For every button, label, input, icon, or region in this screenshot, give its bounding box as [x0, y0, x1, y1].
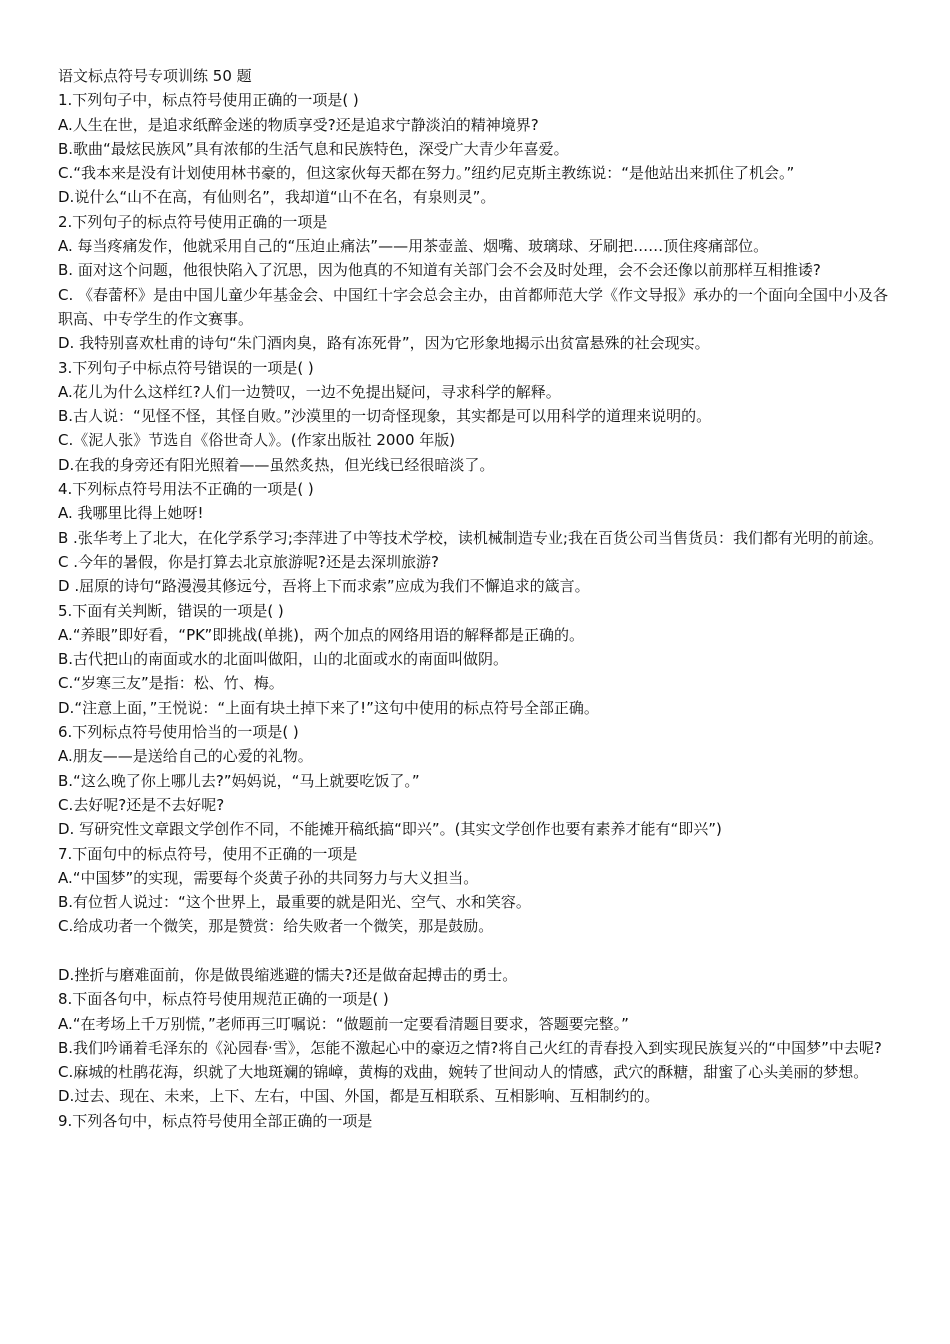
answer-option: A.花儿为什么这样红?人们一边赞叹，一边不免提出疑问，寻求科学的解释。: [58, 382, 561, 401]
answer-option: A.“在考场上千万别慌，”老师再三叮嘱说：“做题前一定要看清题目要求，答题要完整。”: [58, 1014, 629, 1033]
answer-option: A. 每当疼痛发作，他就采用自己的“压迫止痛法”——用茶壶盖、烟嘴、玻璃球、牙刷把……顶住疼痛部位。: [58, 237, 769, 256]
question-stem: 6.下列标点符号使用恰当的一项是( ): [58, 723, 299, 742]
answer-option: C .今年的暑假，你是打算去北京旅游呢?还是去深圳旅游?: [58, 552, 439, 571]
question-stem: 7.下面句中的标点符号，使用不正确的一项是: [58, 844, 358, 863]
document-page: [58, 64, 894, 1133]
question-stem: 4.下列标点符号用法不正确的一项是( ): [58, 480, 314, 499]
answer-option: B.歌曲“最炫民族风”具有浓郁的生活气息和民族特色，深受广大青少年喜爱。: [58, 139, 569, 158]
question-stem: 5.下面有关判断，错误的一项是( ): [58, 601, 284, 620]
question-stem: 8.下面各句中，标点符号使用规范正确的一项是( ): [58, 990, 389, 1009]
answer-option: A.人生在世，是追求纸醉金迷的物质享受?还是追求宁静淡泊的精神境界?: [58, 115, 539, 134]
answer-option: B.“这么晚了你上哪儿去?”妈妈说，“马上就要吃饭了。”: [58, 771, 420, 790]
answer-option: B.我们吟诵着毛泽东的《沁园春·雪》，怎能不激起心中的豪迈之情?将自己火红的青春投入到实现民族复兴的“中国梦”中去呢?: [58, 1038, 882, 1057]
answer-option: D. 写研究性文章跟文学创作不同，不能摊开稿纸搞“即兴”。(其实文学创作也要有素养才能有“即兴”): [58, 820, 722, 839]
question-block: [58, 477, 894, 598]
question-block: [58, 356, 894, 477]
answer-option: C.《泥人张》节选自《俗世奇人》。(作家出版社 2000 年版): [58, 431, 456, 450]
question-block: [58, 842, 894, 988]
answer-option: D.“注意上面，”王悦说：“上面有块土掉下来了!”这句中使用的标点符号全部正确。: [58, 698, 599, 717]
answer-option: D.在我的身旁还有阳光照着——虽然炙热，但光线已经很暗淡了。: [58, 455, 495, 474]
answer-option: D.挫折与磨难面前，你是做畏缩逃避的懦夫?还是做奋起搏击的勇士。: [58, 965, 518, 984]
answer-option: B .张华考上了北大，在化学系学习;李萍进了中等技术学校，读机械制造专业;我在百货公司当售货员：我们都有光明的前途。: [58, 528, 883, 547]
answer-option: C. 《春蕾杯》是由中国儿童少年基金会、中国红十字会总会主办，由首都师范大学《作文导报》承办的一个面向全国中小及各职高、中专学生的作文赛事。: [58, 285, 889, 328]
answer-option: A.“中国梦”的实现，需要每个炎黄子孙的共同努力与大义担当。: [58, 868, 479, 887]
question-block: [58, 599, 894, 720]
answer-option: C.给成功者一个微笑，那是赞赏：给失败者一个微笑，那是鼓励。: [58, 917, 494, 936]
answer-option: C.去好呢?还是不去好呢?: [58, 795, 225, 814]
answer-option: B. 面对这个问题，他很快陷入了沉思，因为他真的不知道有关部门会不会及时处理，会不会还像以前那样互相推诿?: [58, 261, 821, 280]
answer-option: A. 我哪里比得上她呀!: [58, 504, 204, 523]
question-block: [58, 210, 894, 356]
answer-option: A.朋友——是送给自己的心爱的礼物。: [58, 747, 313, 766]
question-block: [58, 88, 894, 209]
question-block: [58, 987, 894, 1108]
question-block: [58, 720, 894, 841]
answer-option: B.古人说：“见怪不怪，其怪自败。”沙漠里的一切奇怪现象，其实都是可以用科学的道理来说明的。: [58, 407, 712, 426]
question-stem: 9.下列各句中，标点符号使用全部正确的一项是: [58, 1111, 373, 1130]
answer-option: D.过去、现在、未来，上下、左右，中国、外国，都是互相联系、互相影响、互相制约的。: [58, 1087, 660, 1106]
question-stem: 3.下列句子中标点符号错误的一项是( ): [58, 358, 314, 377]
answer-option: B.古代把山的南面或水的北面叫做阳，山的北面或水的南面叫做阴。: [58, 650, 509, 669]
answer-option: C.麻城的杜鹃花海，织就了大地斑斓的锦嶂，黄梅的戏曲，婉转了世间动人的情感，武穴的酥糖，甜蜜了心头美丽的梦想。: [58, 1063, 869, 1082]
answer-option: C.“我本来是没有计划使用林书豪的，但这家伙每天都在努力。”纽约尼克斯主教练说：“是他站出来抓住了机会。”: [58, 164, 795, 183]
answer-option: D. 我特别喜欢杜甫的诗句“朱门酒肉臭，路有冻死骨”，因为它形象地揭示出贫富悬殊的社会现实。: [58, 334, 710, 353]
answer-option: D.说什么“山不在高，有仙则名”，我却道“山不在名，有泉则灵”。: [58, 188, 496, 207]
document-title: 语文标点符号专项训练 50 题: [58, 67, 252, 85]
question-list: [58, 88, 894, 1133]
question-stem: 2.下列句子的标点符号使用正确的一项是: [58, 212, 328, 231]
answer-option: B.有位哲人说过：“这个世界上，最重要的就是阳光、空气、水和笑容。: [58, 893, 531, 912]
answer-option: C.“岁寒三友”是指：松、竹、梅。: [58, 674, 284, 693]
question-stem: 1.下列句子中，标点符号使用正确的一项是( ): [58, 91, 359, 110]
answer-option: D .屈原的诗句“路漫漫其修远兮，吾将上下而求索”应成为我们不懈追求的箴言。: [58, 577, 590, 596]
answer-option: A.“养眼”即好看，“PK”即挑战(单挑)，两个加点的网络用语的解释都是正确的。: [58, 625, 584, 644]
blank-line: [58, 939, 894, 963]
question-block: [58, 1109, 894, 1133]
